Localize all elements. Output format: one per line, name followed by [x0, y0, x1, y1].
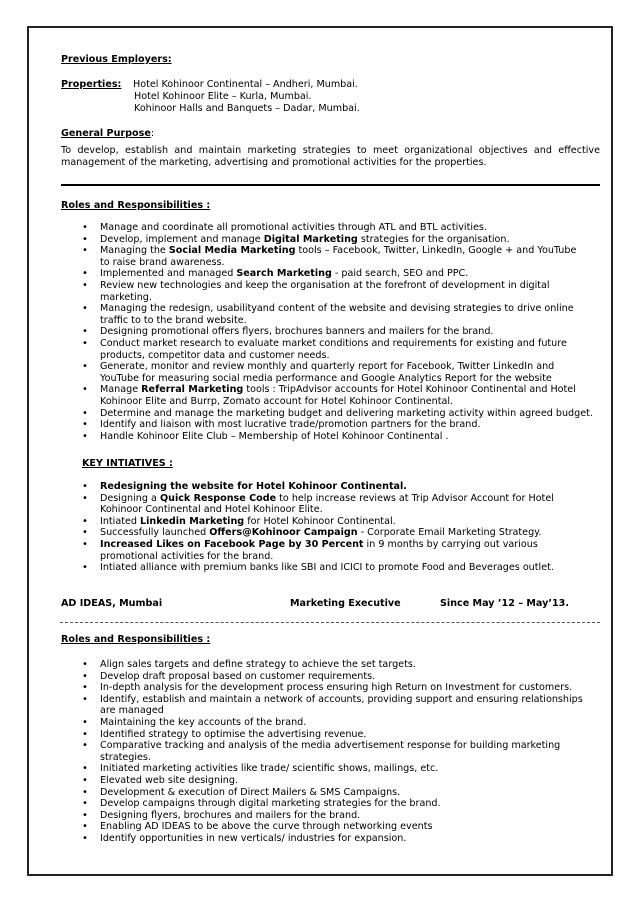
bullet-text-continued: to raise brand awareness.	[100, 256, 225, 268]
bullet-text-continued: YouTube for measuring social media performance and Google Analytics Report for the website	[100, 372, 552, 384]
bullet-item	[82, 787, 583, 799]
bullet-text-pre: Identify and liaison with most lucrative trade/promotion partners for the brand.	[100, 419, 481, 431]
general-purpose-colon: :	[150, 128, 155, 139]
bullet-text-pre: Intiated alliance with premium banks like SBI and ICICI to promote Food and Beverages outlet.	[100, 562, 554, 574]
bullet-item	[82, 431, 593, 443]
bullet-item	[82, 361, 593, 384]
bullet-text-bold: Search Marketing	[236, 268, 332, 280]
bullet-text-post: to help increase reviews at Trip Advisor Account for Hotel	[276, 492, 554, 504]
property-item: Hotel Kohinoor Elite – Kurla, Mumbai.	[134, 91, 312, 102]
bullet-text-pre: Handle Kohinoor Elite Club – Membership of Hotel Kohinoor Continental .	[100, 430, 449, 442]
dashed-divider	[60, 622, 600, 623]
bullet-text-pre: Successfully launched	[100, 527, 210, 539]
bullet-text-pre: Designing flyers, brochures and mailers for the brand.	[100, 809, 361, 821]
bullet-text-pre: Develop, implement and manage	[100, 233, 264, 245]
bullet-item	[82, 740, 583, 763]
bullet-text-post: in 9 months by carrying out various	[363, 538, 538, 550]
bullet-item	[82, 775, 583, 787]
general-purpose-text: To develop, establish and maintain marketing strategies to meet organizational objectives and effective management of the marketing, advertising and promotional activities for the properties.	[61, 145, 600, 168]
bullet-text-pre: Managing the redesign, usabilityand content of the website and devising strategies to drive online	[100, 303, 574, 315]
bullet-item	[82, 527, 554, 539]
bullet-text-bold: Quick Response Code	[159, 492, 277, 504]
bullet-text-continued: are managed	[100, 705, 164, 717]
roles-list-1	[82, 222, 593, 442]
bullet-text-post: - paid search, SEO and PPC.	[331, 268, 469, 280]
bullet-text-pre: Generate, monitor and review monthly and quarterly report for Facebook, Twitter LinkedIn and	[100, 361, 555, 373]
bullet-item	[82, 516, 554, 528]
bullet-text-bold: Linkedin Marketing	[140, 515, 245, 527]
bullet-text-pre: Enabling AD IDEAS to be above the curve through networking events	[100, 821, 433, 833]
bullet-item	[82, 234, 593, 246]
bullet-item	[82, 303, 593, 326]
general-purpose-label: General Purpose	[61, 128, 151, 139]
bullet-item	[82, 326, 593, 338]
bullet-text-post: tools – Facebook, Twitter, LinkedIn, Google + and YouTube	[295, 245, 577, 257]
bullet-item	[82, 408, 593, 420]
bullet-text-pre: Identify, establish and maintain a network of accounts, providing support and ensuring relationships	[100, 693, 583, 705]
bullet-text-pre: Implemented and managed	[100, 268, 237, 280]
bullet-text-pre: Manage	[100, 384, 142, 396]
bullet-item	[82, 562, 554, 574]
bullet-text-continued: marketing.	[100, 291, 152, 303]
bullet-text-bold: Offers@Kohinoor Campaign	[209, 527, 358, 539]
bullet-text-continued: products, competitor data and customer needs.	[100, 349, 330, 361]
bullet-item	[82, 671, 583, 683]
key-initiatives-list	[82, 481, 554, 574]
bullet-item	[82, 268, 593, 280]
bullet-item	[82, 810, 583, 822]
bullet-item	[82, 539, 554, 562]
job-company: AD IDEAS, Mumbai	[61, 598, 163, 609]
bullet-text-pre: Review new technologies and keep the organisation at the forefront of development in digital	[100, 279, 550, 291]
bullet-text-pre: In-depth analysis for the development process ensuring high Return on Investment for customers.	[100, 682, 573, 694]
bullet-text-pre: Designing a	[100, 492, 160, 504]
bullet-text-pre: Develop campaigns through digital marketing strategies for the brand.	[100, 798, 441, 810]
property-item: Hotel Kohinoor Continental – Andheri, Mumbai.	[133, 79, 358, 90]
bullet-item	[82, 729, 583, 741]
bullet-text-bold: Referral Marketing	[141, 384, 244, 396]
bullet-text-pre: Conduct market research to evaluate market conditions and requirements for existing and future	[100, 337, 567, 349]
bullet-item	[82, 694, 583, 717]
property-item: Kohinoor Halls and Banquets – Dadar, Mumbai.	[134, 103, 360, 114]
bullet-text-post: - Corporate Email Marketing Strategy.	[357, 527, 542, 539]
bullet-item	[82, 481, 554, 493]
bullet-item	[82, 763, 583, 775]
bullet-item	[82, 245, 593, 268]
bullet-text-continued: promotional activities for the brand.	[100, 550, 274, 562]
bullet-text-continued: traffic to to the brand website.	[100, 314, 247, 326]
bullet-text-pre: Intiated	[100, 515, 141, 527]
bullet-text-pre: Managing the	[100, 245, 169, 257]
bullet-item	[82, 222, 593, 234]
bullet-text-bold: Redesigning the website for Hotel Kohinoor Continental.	[100, 481, 407, 492]
bullet-text-pre: Develop draft proposal based on customer requirements.	[100, 670, 376, 682]
bullet-item	[82, 659, 583, 671]
bullet-item	[82, 798, 583, 810]
bullet-text-pre: Comparative tracking and analysis of the media advertisement response for building marketing	[100, 740, 561, 752]
bullet-text-pre: Determine and manage the marketing budget and delivering marketing activity within agreed budget.	[100, 407, 593, 419]
roles-list-2	[82, 659, 583, 845]
bullet-text-pre: Identified strategy to optimise the advertising revenue.	[100, 728, 367, 740]
bullet-item	[82, 717, 583, 729]
bullet-text-continued: Kohinoor Continental and Hotel Kohinoor Elite.	[100, 504, 323, 516]
bullet-item	[82, 493, 554, 516]
bullet-text-pre: Initiated marketing activities like trade/ scientific shows, mailings, etc.	[100, 763, 439, 775]
bullet-text-continued: strategies.	[100, 751, 151, 763]
bullet-text-post: for Hotel Kohinoor Continental.	[244, 515, 396, 527]
properties-label: Properties:	[61, 79, 122, 90]
bullet-text-post: tools : TripAdvisor accounts for Hotel Kohinoor Continental and Hotel	[243, 384, 576, 396]
key-initiatives-heading: KEY INTIATIVES :	[82, 458, 173, 469]
bullet-text-pre: Identify opportunities in new verticals/ industries for expansion.	[100, 832, 407, 844]
previous-employers-heading: Previous Employers:	[61, 54, 172, 65]
general-purpose-heading	[61, 128, 154, 140]
bullet-text-pre: Elevated web site designing.	[100, 774, 238, 786]
section-divider	[61, 184, 600, 186]
bullet-item	[82, 833, 583, 845]
bullet-item	[82, 384, 593, 407]
job-period: Since May ’12 – May’13.	[440, 598, 569, 609]
roles-heading-1: Roles and Responsibilities :	[61, 200, 211, 211]
bullet-text-bold: Digital Marketing	[263, 233, 358, 245]
bullet-text-pre: Designing promotional offers flyers, brochures banners and mailers for the brand.	[100, 326, 494, 338]
bullet-text-pre: Maintaining the key accounts of the brand.	[100, 716, 307, 728]
bullet-text-continued: Kohinoor Elite and Burrp, Zomato account for Hotel Kohinoor Continental.	[100, 395, 454, 407]
bullet-item	[82, 338, 593, 361]
bullet-text-post: strategies for the organisation.	[357, 233, 510, 245]
bullet-item	[82, 419, 593, 431]
bullet-text-bold: Increased Likes on Facebook Page by 30 Percent	[100, 538, 364, 550]
bullet-text-pre: Development & execution of Direct Mailers & SMS Campaigns.	[100, 786, 401, 798]
job-role: Marketing Executive	[290, 598, 401, 609]
bullet-item	[82, 682, 583, 694]
bullet-text-bold: Social Media Marketing	[168, 245, 296, 257]
bullet-text-pre: Align sales targets and define strategy to achieve the set targets.	[100, 659, 416, 670]
bullet-text-pre: Manage and coordinate all promotional activities through ATL and BTL activities.	[100, 222, 487, 233]
bullet-item	[82, 280, 593, 303]
roles-heading-2: Roles and Responsibilities :	[61, 634, 211, 645]
bullet-item	[82, 821, 583, 833]
